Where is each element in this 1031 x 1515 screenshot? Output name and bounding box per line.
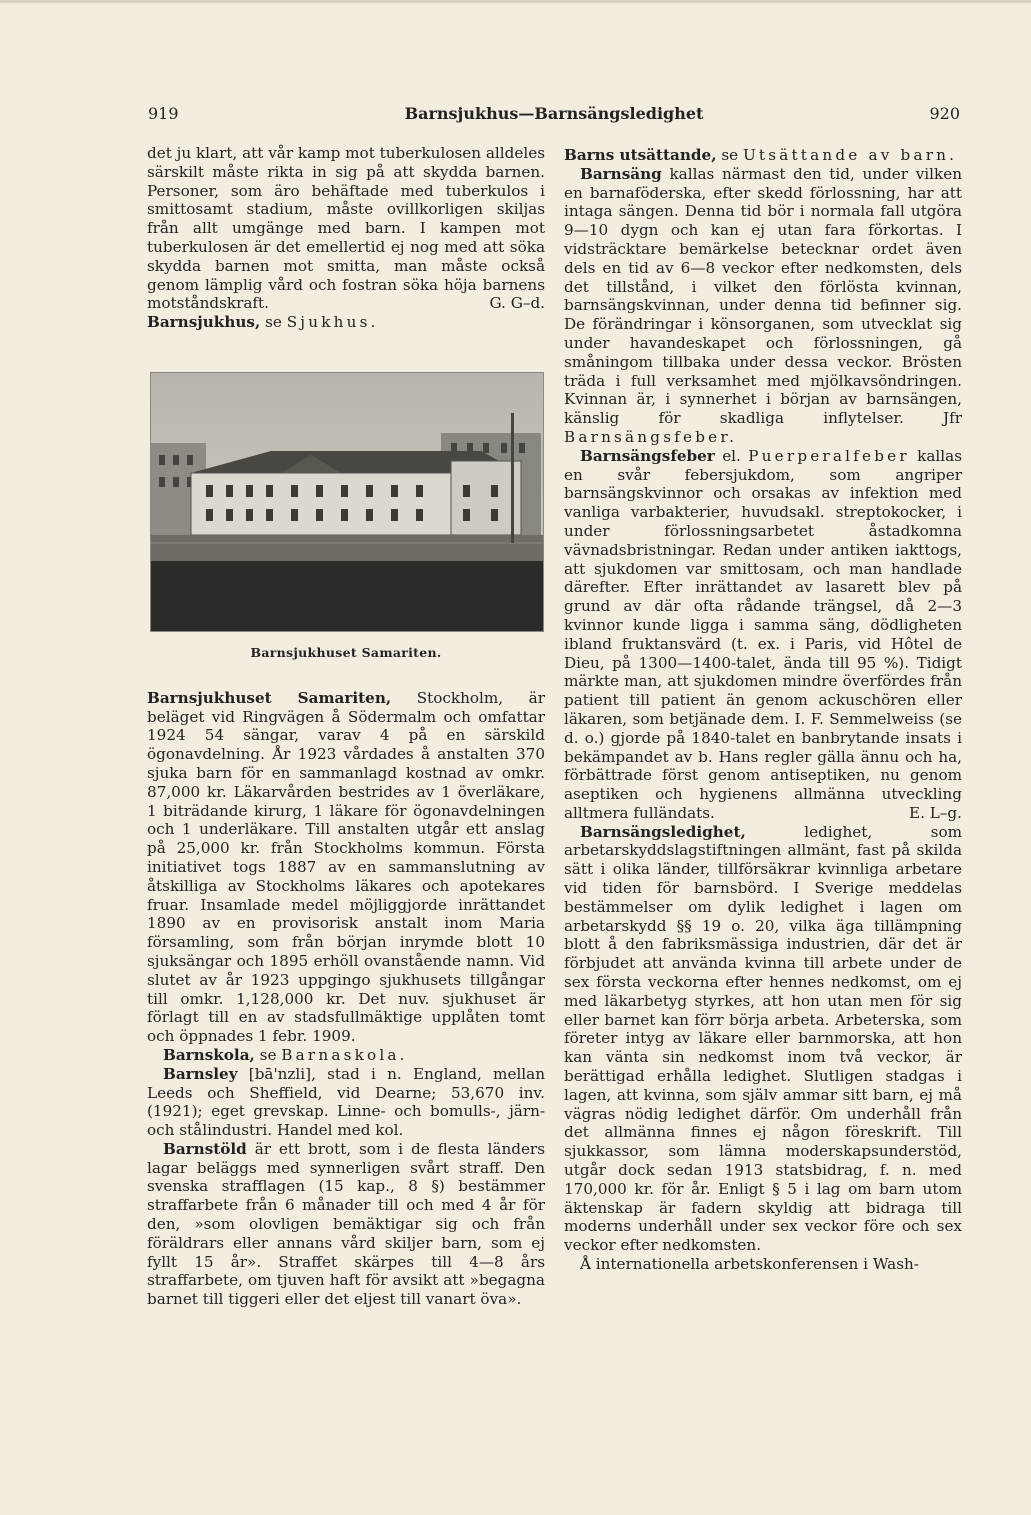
cross-reference: Puerperalfeber (748, 446, 910, 465)
hospital-building-illustration (151, 373, 543, 631)
page-number-right: 920 (929, 104, 960, 123)
entry-barnsangsledighet: Barnsängsledighet, ledighet, som arbetarskyddslagstiftningen allmänt, fast på skilda sätt i olika länder, tillförsäkrar kvinnliga arbetare vid tiden för barnsbörd. I Sverige meddelas bestämmelser om dylik ledighet i lagen om arbetarskydd §§ 19 o. 20, vilka äga tillämpning blott å den fabriksmässiga industrien, där det är förbjudet att använda kvinna till arbete under de sex första veckorna efter hennes nedkomst, om ej med läkarbetyg styrkes, att hon utan men för sig eller barnet kan förr börja arbeta. Arbeterska, som företer intyg av läkare eller barnmorska, att hon kan vänta sin nedkomst inom två veckor, är berättigad erhålla ledighet. Slutligen stadgas i lagen, att kvinna, som själv ammar sitt barn, ej må vägras nödig ledighet därför. Om underhåll från det allmänna finnes ej någon föreskrift. Till sjukkassor, som lämna moderskapsunderstöd, utgår dock sedan 1913 statsbidrag, f. n. med 170,000 kr. för år. Enligt § 5 i lag om barn utom äktenskap är fadern skyldig att bidraga till moderns underhåll under sex veckor före och sex veckor efter nedkomsten. (564, 822, 962, 1255)
right-column (564, 146, 962, 1274)
photo-caption: Barnsjukhuset Samariten. (250, 644, 442, 660)
author-signature: E. L–g. (909, 803, 962, 822)
tuberculosis-paragraph: det ju klart, att vår kamp mot tuberkulosen alldeles särskilt måste rikta in sig på att skydda barnen. Personer, som äro behäftade med tuberkulos i smittosamt stadium, måste ovillkorligen skiljas från allt umgänge med barn. I kampen mot tuberkulosen är det emellertid ej nog med att söka skydda barnen mot smitta, man måste också genom lämplig vård och fostran söka höja barnens motståndskraft. G. G–d. (147, 144, 545, 313)
left-column (147, 144, 545, 1309)
entry-term: Barnsäng (580, 164, 662, 183)
entry-barns-utsattande: Barns utsättande, se Utsättande av barn. (564, 146, 958, 164)
entry-barnsjukhuset-samariten: Barnsjukhuset Samariten, Stockholm, är beläget vid Ringvägen å Södermalm och omfattar 1924 54 sängar, varav 4 på en särskild ögonavdelning. År 1923 vårdades å anstalten 370 sjuka barn för en sammanlagd kostnad av omkr. 87,000 kr. Läkarvården bestrides av 1 överläkare, 1 biträdande kirurg, 1 läkare för ögonavdelningen och 1 underläkare. Till anstalten utgår ett anslag på 25,000 kr. från Stockholms kommun. Första initiativet togs 1887 av en sammanslutning av åtskilliga av Stockholms läkares och apotekares fruar. Insamlade medel möjliggjorde inrättandet 1890 av en provisorisk anstalt inom Maria församling, som från början inrymde blott 10 sjuksängar och 1895 erhöll ovanstående namn. Vid slutet av år 1923 uppgingo sjukhusets tillgångar till omkr. 1,128,000 kr. Det nuv. sjukhuset är förlagt till en av stadsfullmäktige upplåten tomt och öppnades 1 febr. 1909. (147, 688, 545, 1046)
entry-barnstold: Barnstöld är ett brott, som i de flesta länders lagar beläggs med synnerligen svårt straff. Den svenska strafflagen (15 kap., 8 §) bestämmer straffarbete från 6 månader till och med 4 år för den, »som olovligen bemäktigar sig och från föräldrars eller annans vård skiljer barn, som ej fyllt 15 år». Straffet skärpes till 4—8 års straffarbete, om tjuven haft för avsikt att »begagna barnet till tiggeri eller det eljest till vanart öva». (147, 1139, 545, 1309)
entry-barnsley: Barnsley [bā'nzli], stad i n. England, mellan Leeds och Sheffield, vid Dearne; 53,670 inv. (1921); eget grevskap. Linne- och bomulls-, järn- och stålindustri. Handel med kol. (147, 1064, 545, 1140)
entry-barnskola: Barnskola, se Barnaskola. (163, 1045, 408, 1064)
page-top-edge (0, 0, 1031, 3)
cross-reference: Sjukhus. (286, 313, 379, 332)
entry-term: Barnstöld (163, 1139, 247, 1158)
entry-term: Barnsängsfeber (580, 446, 715, 465)
entry-barnsangsfeber: Barnsängsfeber el. Puerperalfeber kallas en svår febersjukdom, som angriper barnsängskvinnor och orsakas av infektion med vanliga varbakterier, huvudsakl. streptokocker, i under förlossningsarbetet åstadkomna vävnadsbristningar. Redan under antiken iakttogs, att sjukdomen var smittosam, och man handlade därefter. Efter inrättandet av lasarett blev på grund av där ofta rådande trängsel, då 2—3 kvinnor kunde ligga i samma säng, dödligheten ibland fruktansvärd (t. ex. i Paris, vid Hôtel de Dieu, på 1300—1400-talet, ända till 95 %). Tidigt märkte man, att sjukdomen mindre överfördes från patient till patient än genom ackuschören eller läkaren, som betjänade dem. I. F. Semmelweiss (se d. o.) gjorde på 1840-talet en banbrytande insats i bekämpandet av b. Hans regler gälla ännu och ha, förbättrade först genom antiseptiken, nu genom aseptiken och hygienens allmänna utveckling alltmera fulländats. E. L–g. (564, 446, 962, 822)
entry-barnsang: Barnsäng kallas närmast den tid, under vilken en barnaföderska, efter skedd förlossning, har att intaga sängen. Denna tid bör i normala fall utgöra 9—10 dygn och kan ej utan fara förkortas. I vidsträcktare bemärkelse betecknar ordet även dels en tid av 6—8 veckor efter nedkomsten, dels det tillstånd, i vilket den förlösta kvinnan, barnsängskvinnan, under denna tid befinner sig. De förändringar i könsorganen, som utvecklat sig under havandeskapet och förlossningen, gå småningom tillbaka under dessa veckor. Brösten träda i full verksamhet med mjölkavsöndringen. Kvinnan är, i synnerhet i början av barnsängen, känslig för skadliga inflytelser. Jfr Barnsängsfeber. (564, 164, 962, 446)
running-title: Barnsjukhus—Barnsängsledighet (404, 104, 704, 123)
cross-reference: Barnaskola. (281, 1045, 408, 1064)
entry-term: Barnskola, (163, 1045, 255, 1064)
entry-barnsjukhus: Barnsjukhus, se Sjukhus. (147, 313, 379, 332)
cross-reference: Utsättande av barn. (742, 146, 958, 164)
hospital-photo (150, 372, 544, 632)
page-header (148, 100, 960, 130)
page-number-left: 919 (148, 104, 179, 123)
entry-term: Barns utsättande, (564, 146, 717, 164)
entry-term: Barnsley (163, 1064, 238, 1083)
continuation-line: Å internationella arbetskonferensen i Wash- (580, 1255, 919, 1274)
cross-reference: Barnsängsfeber. (564, 427, 738, 446)
author-signature: G. G–d. (489, 294, 545, 313)
entry-term: Barnsjukhus, (147, 313, 261, 332)
entry-term: Barnsängsledighet, (580, 822, 746, 841)
entry-term: Barnsjukhuset Samariten, (147, 688, 392, 707)
